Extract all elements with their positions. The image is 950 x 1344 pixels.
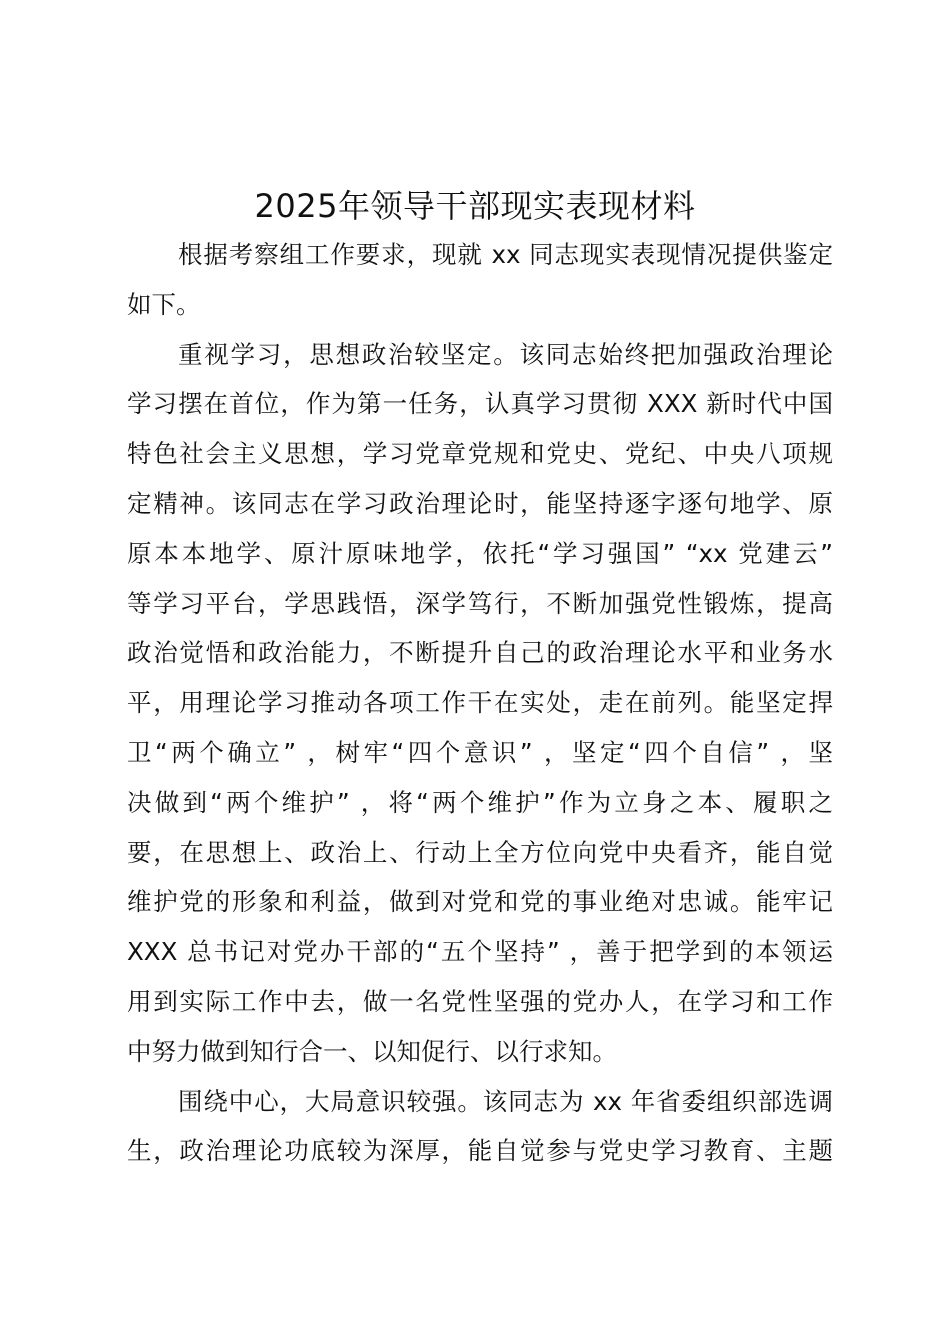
paragraph-2-line-14: 用到实际工作中去，做一名党性坚强的党办人，在学习和工作 bbox=[127, 986, 833, 1016]
paragraph-2-line-1: 重视学习，思想政治较坚定。该同志始终把加强政治理论 bbox=[178, 339, 833, 369]
paragraph-2-line-10: 决做到“两个维护” ，将“两个维护”作为立身之本、履职之 bbox=[127, 787, 833, 817]
paragraph-2-line-5: 原本本地学、原汁原味地学，依托“学习强国” “xx 党建云” bbox=[127, 538, 833, 568]
paragraph-2-line-2: 学习摆在首位，作为第一任务，认真学习贯彻 XXX 新时代中国 bbox=[127, 389, 833, 419]
paragraph-3-line-2: 生，政治理论功底较为深厚，能自觉参与党史学习教育、主题 bbox=[127, 1136, 833, 1166]
paragraph-2-line-8: 平，用理论学习推动各项工作干在实处，走在前列。能坚定捍 bbox=[127, 688, 833, 718]
paragraph-2-line-6: 等学习平台，学思践悟，深学笃行，不断加强党性锻炼，提高 bbox=[127, 588, 833, 618]
paragraph-2-line-9: 卫“两个确立” ，树牢“四个意识” ，坚定“四个自信” ，坚 bbox=[127, 737, 833, 767]
paragraph-2-line-11: 要，在思想上、政治上、行动上全方位向党中央看齐，能自觉 bbox=[127, 837, 833, 867]
paragraph-1-line-2: 如下。 bbox=[127, 289, 201, 319]
paragraph-2-line-15: 中努力做到知行合一、以知促行、以行求知。 bbox=[127, 1036, 617, 1066]
document-title: 2025年领导干部现实表现材料 bbox=[254, 187, 696, 225]
paragraph-2-line-7: 政治觉悟和政治能力，不断提升自己的政治理论水平和业务水 bbox=[127, 638, 833, 668]
paragraph-2-line-12: 维护党的形象和利益，做到对党和党的事业绝对忠诚。能牢记 bbox=[127, 887, 833, 917]
paragraph-1-line-1: 根据考察组工作要求，现就 xx 同志现实表现情况提供鉴定 bbox=[178, 240, 833, 269]
paragraph-2-line-4: 定精神。该同志在学习政治理论时，能坚持逐字逐句地学、原 bbox=[127, 488, 833, 518]
document-body bbox=[127, 230, 833, 1176]
paragraph-2-line-3: 特色社会主义思想，学习党章党规和党史、党纪、中央八项规 bbox=[127, 439, 833, 469]
paragraph-2-line-13: XXX 总书记对党办干部的“五个坚持” ，善于把学到的本领运 bbox=[127, 937, 833, 967]
paragraph-3-line-1: 围绕中心，大局意识较强。该同志为 xx 年省委组织部选调 bbox=[178, 1086, 833, 1116]
